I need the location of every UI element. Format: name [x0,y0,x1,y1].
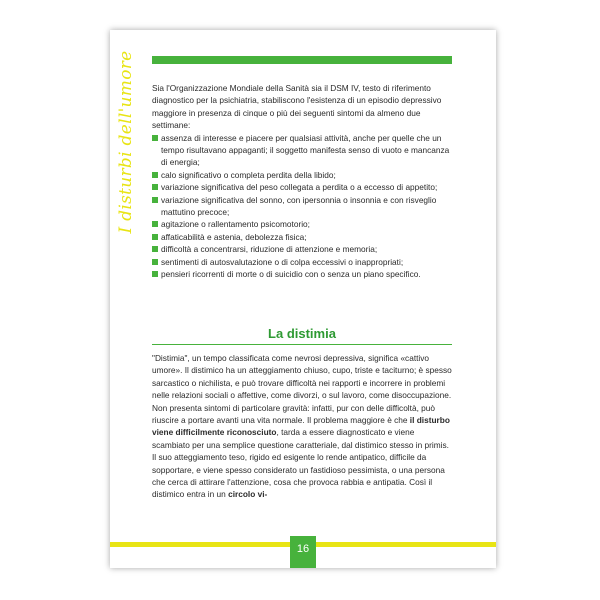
body-text-2: , tarda a essere diagnosticato e viene scambiato per una semplice questione caratteriale, dal distimico stesso in primis. Il suo atteggiamento teso, rigido ed esigente lo rende antipatico, difficile da sopportare, e viene spesso considerato un fastidioso pessimista, o una persona che cerca di attirare l'attenzione, cosa che provoca rabbia e antipatia. Così il distimico entra in un [152,427,449,500]
symptom-item: agitazione o rallentamento psicomotorio; [152,218,452,230]
section-title: La distimia [268,326,336,341]
intro-block [152,82,452,281]
symptom-item: difficoltà a concentrarsi, riduzione di attenzione e memoria; [152,243,452,255]
symptom-item: affaticabilità e astenia, debolezza fisica; [152,231,452,243]
body-bold-1: il disturbo viene difficilmente riconosciuto [152,415,450,438]
symptom-item: calo significativo o completa perdita della libido; [152,169,452,181]
symptom-list [152,132,452,281]
symptom-item: assenza di interesse e piacere per qualsiasi attività, anche per quelle che un tempo risultavano appaganti; il soggetto manifesta senso di vuoto e mancanza di energia; [152,132,452,169]
distimia-paragraph [152,352,452,501]
chapter-side-title-text: I disturbi dell'umore [116,50,136,234]
body-bold-2: circolo vi- [228,489,268,500]
symptom-item: variazione significativa del sonno, con ipersonnia o insonnia e con risveglio mattutino precoce; [152,194,452,219]
header-green-bar [152,56,452,64]
page-number: 16 [290,536,316,568]
symptom-item: pensieri ricorrenti di morte o di suicidio con o senza un piano specifico. [152,268,452,280]
section-divider [152,344,452,345]
symptom-item: variazione significativa del peso collegata a perdita o a eccesso di appetito; [152,181,452,193]
body-text-1: "Distimia", un tempo classificata come nevrosi depressiva, significa «cattivo umore». Il distimico ha un atteggiamento chiuso, cupo, triste e taciturno; è spesso sarcastico o nichilista, e può trovare difficoltà nei rapporti e incorrere in problemi nelle relazioni sociali o affettive, come divorzi, o sul lavoro, come disoccupazione. Non presenta sintomi di particolare gravità: infatti, pur con delle difficoltà, può riuscire a portare avanti una vita normale. Il problema maggiore è che [152,353,452,426]
intro-paragraph: Sia l'Organizzazione Mondiale della Sanità sia il DSM IV, testo di riferimento diagnostico per la psichiatria, stabiliscono l'esistenza di un episodio depressivo maggiore in presenza di cinque o più dei seguenti sintomi da almeno due settimane: [152,83,442,131]
symptom-item: sentimenti di autosvalutazione o di colpa eccessivi o inappropriati; [152,256,452,268]
chapter-side-title [112,42,140,242]
